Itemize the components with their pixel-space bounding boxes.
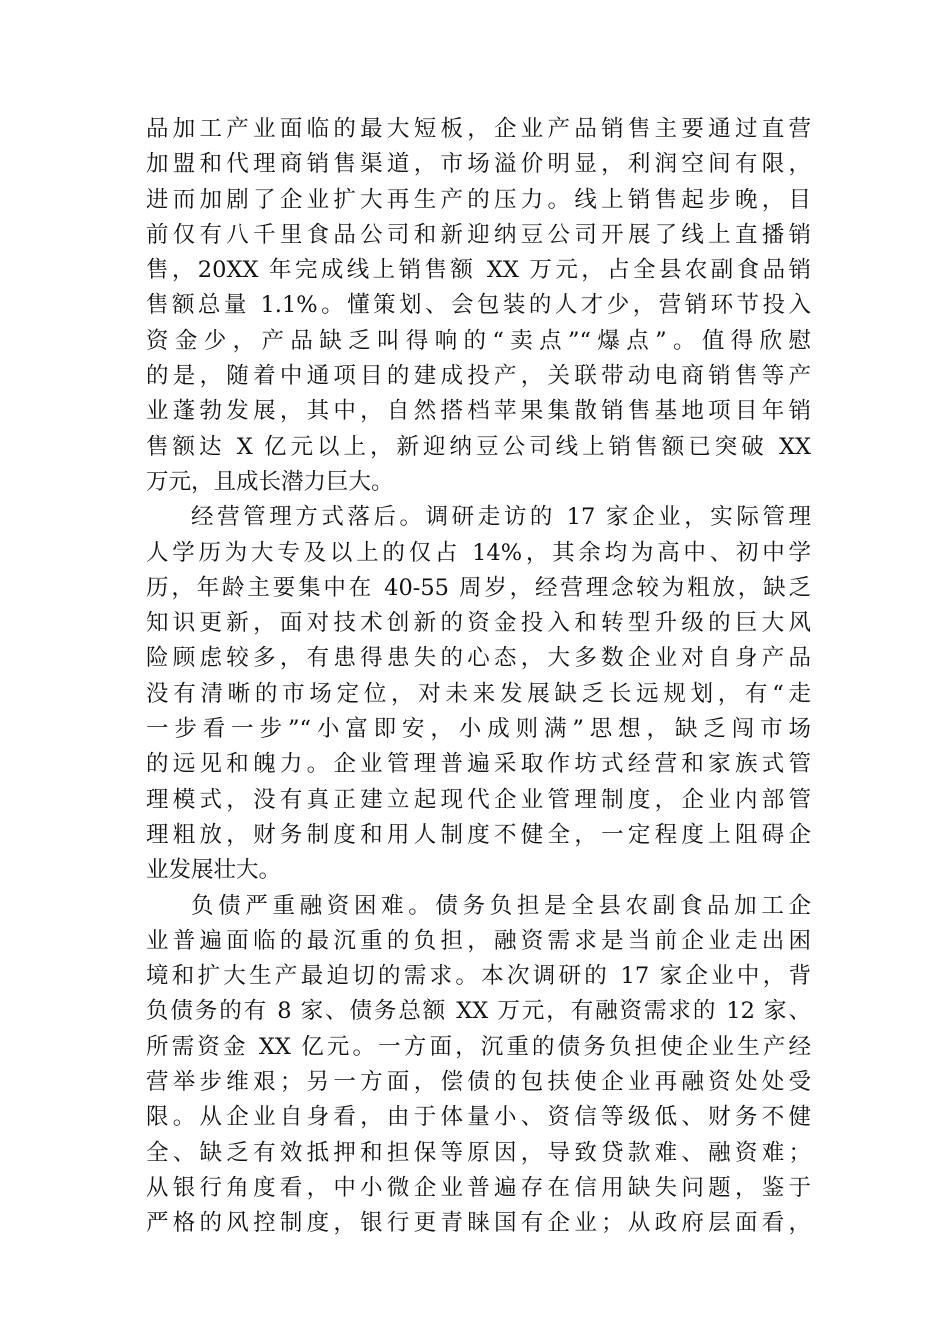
text-line: 营举步维艰；另一方面，偿债的包扶使企业再融资处处受	[146, 1069, 811, 1096]
paragraph-debt	[146, 889, 811, 1242]
text-line: 售额达 X 亿元以上，新迎纳豆公司线上销售额已突破 XX	[146, 433, 811, 460]
text-line: 没有清晰的市场定位，对未来发展缺乏长远规划，有“走	[146, 680, 811, 707]
text-line: 从银行角度看，中小微企业普遍存在信用缺失问题，鉴于	[146, 1174, 811, 1201]
text-line: 售，20XX 年完成线上销售额 XX 万元，占全县农副食品销	[146, 257, 811, 284]
text-line: 业蓬勃发展，其中，自然搭档苹果集散销售基地项目年销	[146, 398, 811, 425]
text-line: 万元，且成长潜力巨大。	[146, 468, 394, 495]
text-line: 严格的风控制度，银行更青睐国有企业；从政府层面看，	[146, 1210, 811, 1237]
text-line: 限。从企业自身看，由于体量小、资信等级低、财务不健	[146, 1104, 811, 1131]
text-line: 的远见和魄力。企业管理普遍采取作坊式经营和家族式管	[146, 751, 811, 778]
text-line: 前仅有八千里食品公司和新迎纳豆公司开展了线上直播销	[146, 221, 811, 248]
paragraph-management	[146, 500, 811, 888]
text-line: 售额总量 1.1%。懂策划、会包装的人才少，营销环节投入	[146, 292, 811, 319]
document-body	[146, 112, 811, 1242]
text-line: 历，年龄主要集中在 40-55 周岁，经营理念较为粗放，缺乏	[146, 574, 811, 601]
text-line: 理粗放，财务制度和用人制度不健全，一定程度上阻碍企	[146, 821, 811, 848]
text-line: 知识更新，面对技术创新的资金投入和转型升级的巨大风	[146, 610, 811, 637]
text-line: 理模式，没有真正建立起现代企业管理制度，企业内部管	[146, 786, 811, 813]
text-line: 加盟和代理商销售渠道，市场溢价明显，利润空间有限，	[146, 151, 811, 178]
text-line: 境和扩大生产最迫切的需求。本次调研的 17 家企业中，背	[146, 963, 811, 990]
text-line: 业发展壮大。	[146, 857, 282, 884]
text-line: 负债务的有 8 家、债务总额 XX 万元，有融资需求的 12 家、	[146, 998, 811, 1025]
text-line: 资金少，产品缺乏叫得响的“卖点”“爆点”。值得欣慰	[146, 327, 811, 354]
text-line: 全、缺乏有效抵押和担保等原因，导致贷款难、融资难；	[146, 1139, 811, 1166]
text-line: 进而加剧了企业扩大再生产的压力。线上销售起步晚，目	[146, 186, 811, 213]
text-line: 的是，随着中通项目的建成投产，关联带动电商销售等产	[146, 363, 811, 390]
text-line: 品加工产业面临的最大短板，企业产品销售主要通过直营	[146, 116, 811, 142]
text-line: 经营管理方式落后。调研走访的 17 家企业，实际管理	[191, 504, 811, 531]
text-line: 业普遍面临的最沉重的负担，融资需求是当前企业走出困	[146, 927, 811, 954]
text-line: 所需资金 XX 亿元。一方面，沉重的债务负担使企业生产经	[146, 1033, 811, 1060]
text-line: 人学历为大专及以上的仅占 14%，其余均为高中、初中学	[146, 539, 811, 566]
text-line: 负债严重融资困难。债务负担是全县农副食品加工企	[191, 892, 811, 919]
paragraph-sales	[146, 112, 811, 500]
text-line: 险顾虑较多，有患得患失的心态，大多数企业对自身产品	[146, 645, 811, 672]
text-line: 一步看一步”“小富即安，小成则满”思想，缺乏闯市场	[146, 716, 811, 743]
